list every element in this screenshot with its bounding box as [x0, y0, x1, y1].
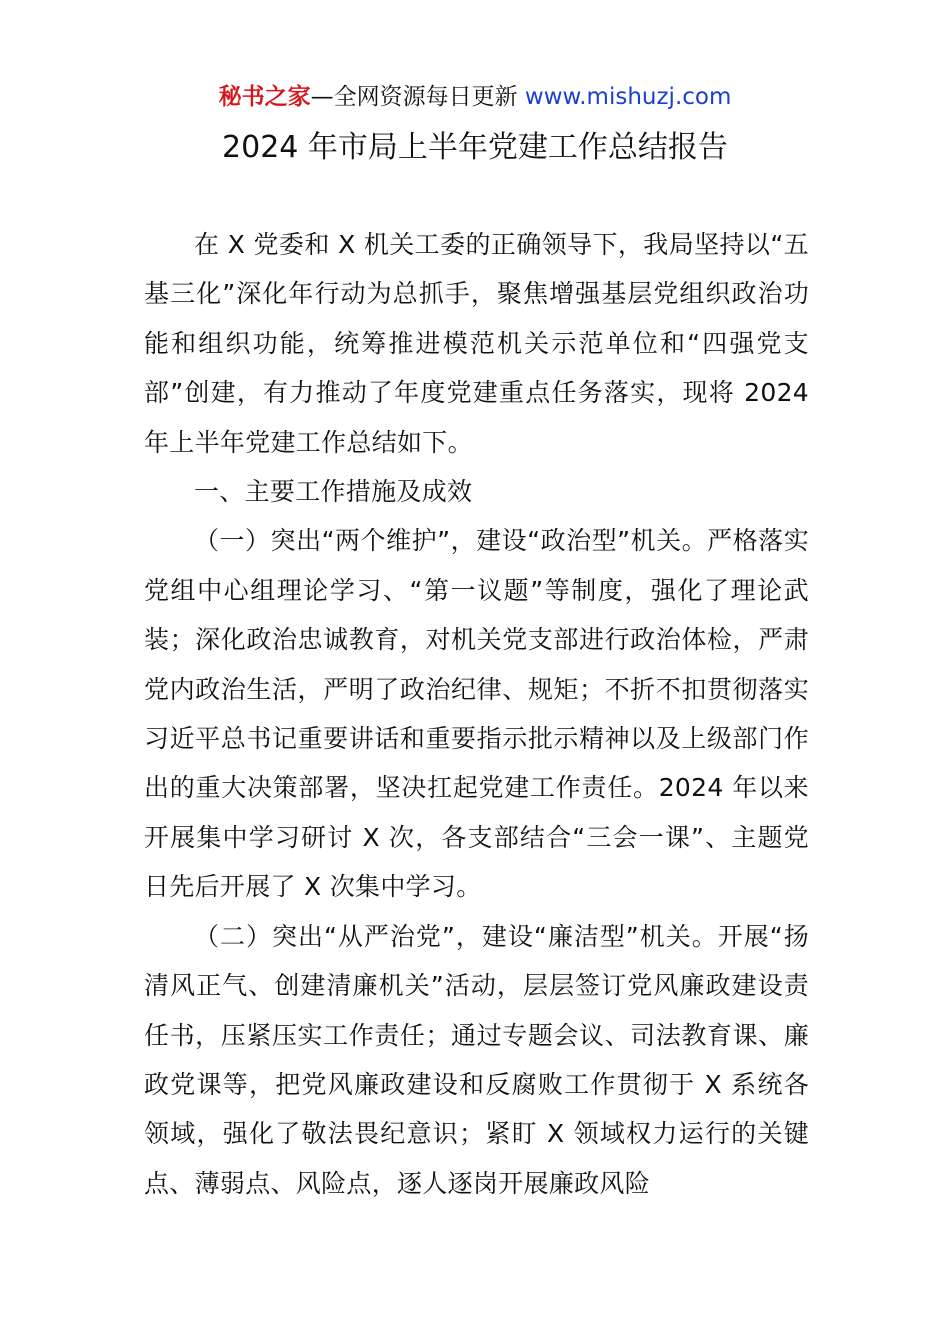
section-heading: 一、主要工作措施及成效 — [194, 477, 473, 507]
site-url-link[interactable]: www.mishuzj.com — [524, 84, 732, 110]
site-header — [0, 80, 950, 114]
section-two-paragraph: （二）突出“从严治党”，建设“廉洁型”机关。开展“扬清风正气、创建清廉机关”活动，层层签订党风廉政建设责任书，压紧压实工作责任；通过专题会议、司法教育课、廉政党课等，把党风廉政建设和反腐败工作贯彻于 X 系统各领域，强化了敬法畏纪意识；紧盯 X 领域权力运行的关键点、薄弱点、风险点，逐人逐岗开展廉政风险 — [144, 921, 809, 1198]
section-one-paragraph: （一）突出“两个维护”，建设“政治型”机关。严格落实党组中心组理论学习、“第一议题”等制度，强化了理论武装；深化政治忠诚教育，对机关党支部进行政治体检，严肃党内政治生活，严明了政治纪律、规矩；不折不扣贯彻落实习近平总书记重要讲话和重要指示批示精神以及上级部门作出的重大决策部署，坚决扛起党建工作责任。2024 年以来开展集中学习研讨 X 次，各支部结合“三会一课”、主题党日先后开展了 X 次集中学习。 — [144, 526, 809, 902]
document-title: 2024 年市局上半年党建工作总结报告 — [222, 130, 728, 165]
brand-name: 秘书之家 — [218, 84, 311, 110]
site-tagline: —全网资源每日更新 — [310, 84, 525, 110]
intro-paragraph: 在 X 党委和 X 机关工委的正确领导下，我局坚持以“五基三化”深化年行动为总抓手，聚焦增强基层党组织政治功能和组织功能，统筹推进模范机关示范单位和“四强党支部”创建，有力推动了年度党建重点任务落实，现将 2024 年上半年党建工作总结如下。 — [144, 230, 809, 457]
document-body — [144, 220, 809, 1208]
